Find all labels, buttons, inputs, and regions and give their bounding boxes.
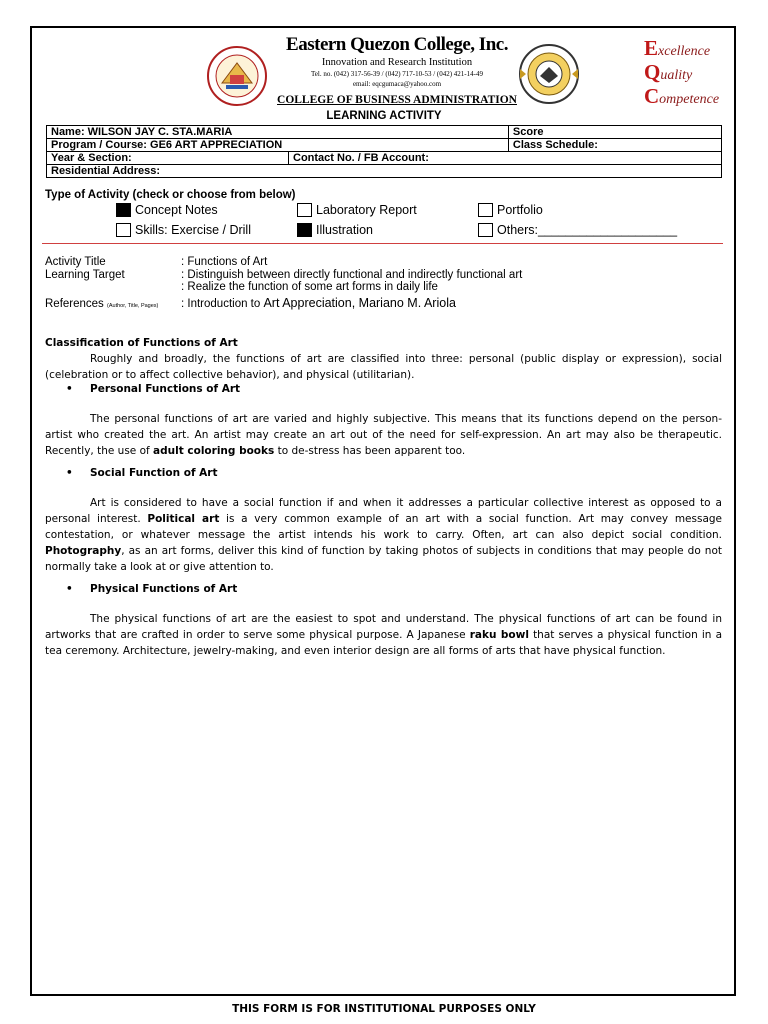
personal-functions-heading: • Personal Functions of Art xyxy=(66,383,241,395)
college-name: COLLEGE OF BUSINESS ADMINISTRATION xyxy=(277,94,517,106)
checkbox-empty-icon[interactable] xyxy=(478,203,493,217)
student-name: Name: WILSON JAY C. STA.MARIA xyxy=(47,126,509,139)
institution-email: email: eqcgumaca@yahoo.com xyxy=(352,80,442,88)
checkbox-concept-notes[interactable]: Concept Notes xyxy=(116,203,218,217)
learning-target-row: Learning Target : Distinguish between directly functional and indirectly functional art xyxy=(45,269,523,281)
form-title: LEARNING ACTIVITY xyxy=(326,110,442,122)
institution-telephone: Tel. no. (042) 317-56-39 / (042) 717-10-53 / (042) 421-14-49 xyxy=(311,70,483,78)
checkbox-illustration[interactable]: Illustration xyxy=(297,223,373,237)
checkbox-portfolio[interactable]: Portfolio xyxy=(478,203,543,217)
institution-subtitle: Innovation and Research Institution xyxy=(321,57,473,68)
activity-type-heading: Type of Activity (check or choose from below) xyxy=(45,189,296,201)
activity-title-row: Activity Title : Functions of Art xyxy=(45,256,268,268)
intro-paragraph: Roughly and broadly, the functions of art are classified into three: personal (public display or expression), social (celebration or to affect collective behavior), and physical (utilitarian). xyxy=(45,353,722,381)
score-field[interactable]: Score xyxy=(508,126,721,139)
checkbox-empty-icon[interactable] xyxy=(116,223,131,237)
checkbox-empty-icon[interactable] xyxy=(478,223,493,237)
social-function-heading: • Social Function of Art xyxy=(66,467,218,479)
physical-functions-heading: • Physical Functions of Art xyxy=(66,583,238,595)
personal-paragraph: The personal functions of art are varied and highly subjective. This means that its functions depend on the person-artist who created the art. An artist may create an art out of the need for self-expression. An art may also be therapeutic. Recently, the use of adult coloring books to de-stress has been apparent too. xyxy=(45,413,722,457)
section-heading: Classification of Functions of Art xyxy=(45,337,238,349)
checkbox-checked-icon[interactable] xyxy=(116,203,131,217)
eqc-motto xyxy=(644,38,719,110)
motto-competence: Competence xyxy=(644,84,720,108)
footer-notice: THIS FORM IS FOR INSTITUTIONAL PURPOSES ONLY xyxy=(232,1003,536,1015)
physical-paragraph: The physical functions of art are the easiest to spot and understand. The physical functions of art can be found in artworks that are crafted in order to serve some physical purpose. A Japanese raku bowl that serves a physical function in a tea ceremony. Architecture, jewelry-making, and even interior design are all forms of arts that have physical function. xyxy=(45,613,723,657)
learning-target-row-2: : Realize the function of some art forms in daily life xyxy=(181,281,438,293)
address-field[interactable]: Residential Address: xyxy=(47,165,722,178)
contact-field[interactable]: Contact No. / FB Account: xyxy=(289,152,722,165)
motto-quality: Quality xyxy=(644,60,693,84)
student-info-table xyxy=(46,125,722,178)
checkbox-checked-icon[interactable] xyxy=(297,223,312,237)
checkbox-others[interactable]: Others:____________________ xyxy=(478,223,677,237)
class-schedule-field[interactable]: Class Schedule: xyxy=(508,139,721,152)
checkbox-laboratory-report[interactable]: Laboratory Report xyxy=(297,203,417,217)
social-paragraph: Art is considered to have a social function if and when it addresses a particular collective interest as opposed to a personal interest. Political art is a very common example of an art with a social function. Art may convey message contestation, or whatever message the artist intends his work to carry. Often, art can also depict social condition. Photography, as an art forms, deliver this kind of function by taking photos of subjects in conditions that may people do not normally take a look at or give attention to. xyxy=(45,497,723,573)
checkbox-empty-icon[interactable] xyxy=(297,203,312,217)
motto-excellence: Excellence xyxy=(644,36,711,60)
institution-name: Eastern Quezon College, Inc. xyxy=(286,34,508,55)
year-section-field[interactable]: Year & Section: xyxy=(47,152,289,165)
references-row: References (Author, Title, Pages) : Introduction to Art Appreciation, Mariano M. Ariola xyxy=(45,296,456,310)
program-course: Program / Course: GE6 ART APPRECIATION xyxy=(47,139,509,152)
divider-line xyxy=(42,243,723,244)
checkbox-skills[interactable]: Skills: Exercise / Drill xyxy=(116,223,251,237)
